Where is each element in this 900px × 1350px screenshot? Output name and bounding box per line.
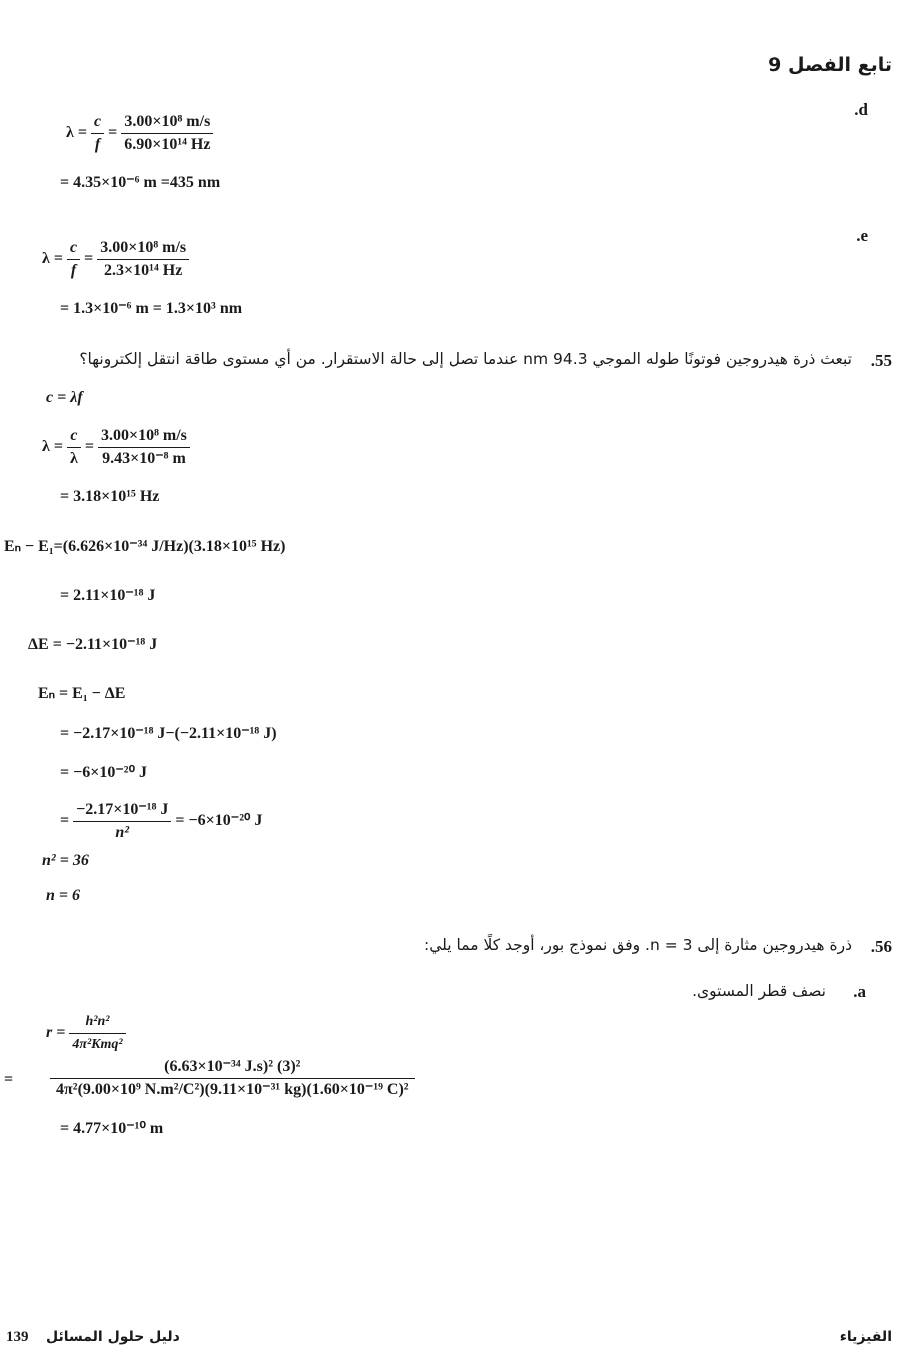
problem-55-line10 [60, 800, 262, 843]
part-e-equation [42, 238, 189, 281]
problem-55-line11: n² = 36 [42, 852, 89, 869]
problem-55-frac1-den: λ [69, 450, 78, 467]
problem-56-number: .56 [870, 937, 892, 956]
problem-56-result: = 4.77×10⁻¹⁰ m [60, 1120, 164, 1137]
part-e-frac2-num: 3.00×10⁸ m/s [97, 238, 189, 260]
part-d-eq: = [104, 124, 122, 142]
part-d-result: = 4.35×10⁻⁶ m =435 nm [60, 174, 221, 191]
problem-55-frac2-num: 3.00×10⁸ m/s [98, 426, 190, 448]
problem-56-r-lhs: r = [46, 1024, 70, 1042]
part-d-equation [66, 112, 213, 155]
footer-page-number: 139 [6, 1329, 29, 1345]
problem-55-line10-prefix: = [60, 812, 74, 830]
problem-56-big-fraction [50, 1057, 415, 1100]
part-d-marker: .d [854, 100, 868, 119]
problem-55-line10-den: n² [115, 824, 130, 841]
problem-55-line12: n = 6 [46, 887, 81, 904]
problem-55-line6: ΔE = −2.11×10⁻¹⁸ J [28, 636, 158, 653]
problem-55-line7: Eₙ = E₁ − ΔE [38, 685, 126, 702]
problem-55-line9: = −6×10⁻²⁰ J [60, 764, 148, 781]
problem-55-frac1-num: c [67, 426, 81, 448]
problem-55-line2-lhs: λ = [42, 438, 67, 456]
problem-55-line8: = −2.17×10⁻¹⁸ J−(−2.11×10⁻¹⁸ J) [60, 725, 277, 742]
problem-55-line2-eq: = [80, 438, 98, 456]
part-e-marker: .e [856, 226, 868, 245]
part-e-eq: = [80, 250, 98, 268]
problem-55-text: تبعث ذرة هيدروجين فوتونًا طوله الموجي 94.3 nm عندما تصل إلى حالة الاستقرار. من أي مستوى طاقة انتقل إلكترونها؟ [79, 350, 852, 368]
part-d-frac2-num: 3.00×10⁸ m/s [121, 112, 213, 134]
problem-56-text: ذرة هيدروجين مثارة إلى n = 3. وفق نموذج بور، أوجد كلًا مما يلي: [424, 936, 852, 954]
problem-55-line1: c = λf [46, 389, 83, 406]
problem-55-line5: = 2.11×10⁻¹⁸ J [60, 587, 156, 604]
problem-55-line10-num: −2.17×10⁻¹⁸ J [73, 800, 171, 822]
problem-55-line2 [42, 426, 190, 469]
problem-55-frac2-den: 9.43×10⁻⁸ m [102, 450, 186, 467]
footer-book-title: دليل حلول المسائل [46, 1329, 180, 1345]
problem-56-part-a-text: نصف قطر المستوى. [692, 982, 826, 1000]
problem-56-big-den: 4π²(9.00×10⁹ N.m²/C²)(9.11×10⁻³¹ kg)(1.60×10⁻¹⁹ C)² [56, 1081, 409, 1098]
part-d-frac1-den: f [94, 136, 101, 153]
part-d-frac1-num: c [91, 112, 104, 134]
problem-55-line3: = 3.18×10¹⁵ Hz [60, 488, 160, 505]
part-e-frac2-den: 2.3×10¹⁴ Hz [104, 262, 183, 279]
problem-55-number: .55 [870, 351, 892, 370]
part-d-frac2-den: 6.90×10¹⁴ Hz [124, 136, 211, 153]
page-title: تابع الفصل 9 [768, 54, 892, 76]
part-e-frac1-den: f [70, 262, 77, 279]
footer-subject: الفيزياء [839, 1329, 892, 1345]
problem-55-line4: Eₙ − E₁=(6.626×10⁻³⁴ J/Hz)(3.18×10¹⁵ Hz) [4, 538, 286, 555]
problem-56-big-eq: = [4, 1071, 14, 1088]
problem-55-line10-suffix: = −6×10⁻²⁰ J [171, 812, 263, 830]
problem-56-r-den: 4π²Kmq² [72, 1037, 123, 1052]
problem-56-r-num: h²n² [69, 1012, 125, 1034]
part-d-lhs: λ = [66, 124, 91, 142]
problem-56-part-a-marker: .a [853, 982, 866, 1001]
problem-56-big-num: (6.63×10⁻³⁴ J.s)² (3)² [50, 1057, 415, 1079]
problem-56-r-formula [46, 1012, 126, 1055]
part-e-result: = 1.3×10⁻⁶ m = 1.3×10³ nm [60, 300, 243, 317]
part-e-lhs: λ = [42, 250, 67, 268]
part-e-frac1-num: c [67, 238, 80, 260]
